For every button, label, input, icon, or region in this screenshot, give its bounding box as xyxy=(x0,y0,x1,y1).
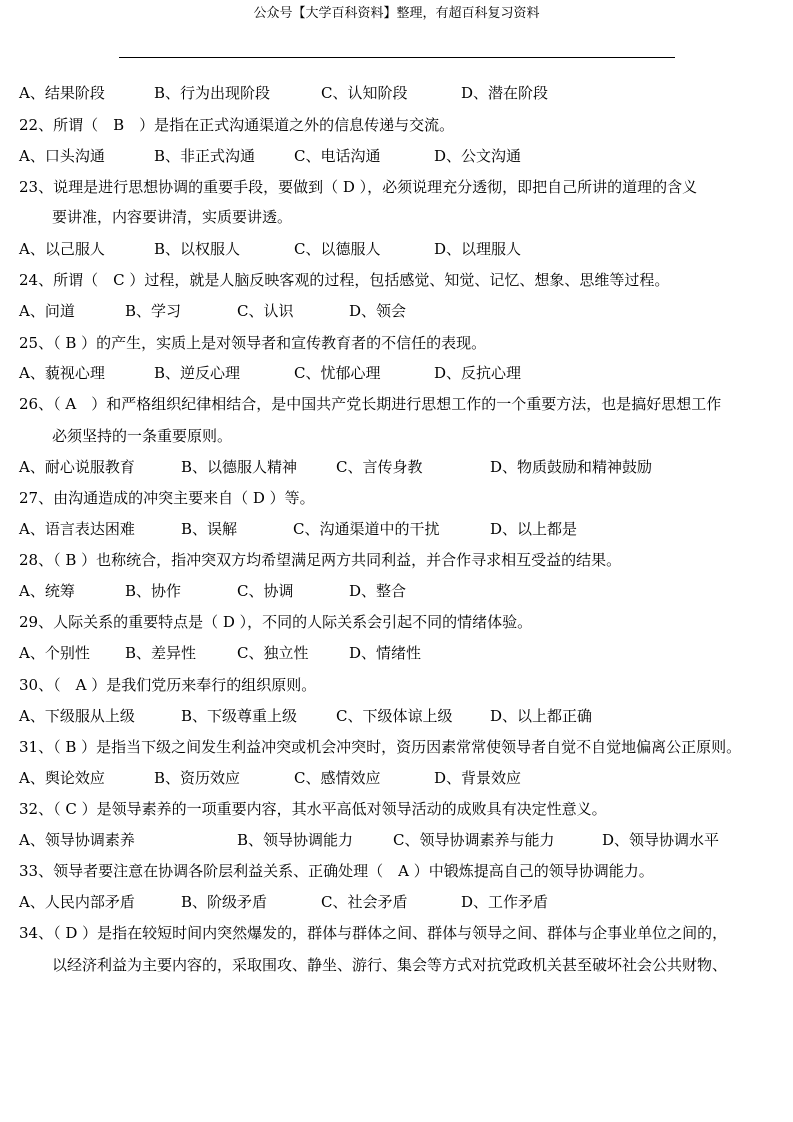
question-text: 23、说理是进行思想协调的重要手段，要做到（ D ），必须说理充分透彻，即把自己所讲的道理的含义 xyxy=(19,178,698,196)
question-text: 24、所谓（ C ）过程，就是人脑反映客观的过程，包括感觉、知觉、记忆、想象、思维等过程。 xyxy=(19,271,670,289)
question-text: 29、人际关系的重要特点是（ D ），不同的人际关系会引起不同的情绪体验。 xyxy=(19,613,533,631)
question-text: 22、所谓（ B ）是指在正式沟通渠道之外的信息传递与交流。 xyxy=(19,116,455,134)
answer-option: C、沟通渠道中的干扰 xyxy=(293,520,440,538)
answer-option: B、学习 xyxy=(125,302,182,320)
answer-option: B、以权服人 xyxy=(154,240,241,258)
answer-option: B、非正式沟通 xyxy=(154,147,256,165)
answer-option: A、统筹 xyxy=(19,582,75,600)
answer-option: C、独立性 xyxy=(237,644,309,662)
answer-option: B、以德服人精神 xyxy=(181,458,298,476)
answer-option: B、领导协调能力 xyxy=(237,831,354,849)
question-text: 32、（ C ）是领导素养的一项重要内容，其水平高低对领导活动的成败具有决定性意义。 xyxy=(19,800,607,818)
header-divider xyxy=(119,57,675,58)
answer-option: C、感情效应 xyxy=(294,769,381,787)
answer-option: A、个别性 xyxy=(19,644,90,662)
answer-option: C、下级体谅上级 xyxy=(336,707,453,725)
answer-option: A、语言表达困难 xyxy=(19,520,135,538)
question-continuation: 以经济利益为主要内容的，采取围攻、静坐、游行、集会等方式对抗党政机关甚至破坏社会公共财物、 xyxy=(52,956,728,974)
answer-option: A、藐视心理 xyxy=(19,364,105,382)
question-continuation: 要讲准，内容要讲清，实质要讲透。 xyxy=(52,208,293,226)
answer-option: D、公文沟通 xyxy=(434,147,522,165)
answer-option: A、耐心说服教育 xyxy=(19,458,135,476)
answer-option: C、忧郁心理 xyxy=(294,364,381,382)
answer-option: D、领导协调水平 xyxy=(602,831,720,849)
answer-option: C、协调 xyxy=(237,582,294,600)
question-text: 34、（ D ）是指在较短时间内突然爆发的，群体与群体之间、群体与领导之间、群体与企事业单位之间的， xyxy=(19,924,728,942)
answer-option: A、领导协调素养 xyxy=(19,831,135,849)
answer-option: C、以德服人 xyxy=(294,240,381,258)
answer-option: D、以上都是 xyxy=(490,520,578,538)
answer-option: C、社会矛盾 xyxy=(321,893,408,911)
answer-option: A、问道 xyxy=(19,302,75,320)
answer-option: B、逆反心理 xyxy=(154,364,241,382)
answer-option: B、误解 xyxy=(181,520,238,538)
answer-option: B、行为出现阶段 xyxy=(154,84,271,102)
answer-option: A、舆论效应 xyxy=(19,769,105,787)
answer-option: C、言传身教 xyxy=(336,458,423,476)
answer-option: C、认知阶段 xyxy=(321,84,408,102)
question-text: 25、（ B ）的产生，实质上是对领导者和宣传教育者的不信任的表现。 xyxy=(19,334,487,352)
answer-option: B、下级尊重上级 xyxy=(181,707,298,725)
answer-option: D、反抗心理 xyxy=(434,364,522,382)
answer-option: A、口头沟通 xyxy=(19,147,105,165)
answer-option: D、整合 xyxy=(349,582,407,600)
answer-option: D、以理服人 xyxy=(434,240,522,258)
answer-option: B、协作 xyxy=(125,582,182,600)
question-continuation: 必须坚持的一条重要原则。 xyxy=(52,427,233,445)
question-text: 28、（ B ）也称统合，指冲突双方均希望满足两方共同利益，并合作寻求相互受益的结果。 xyxy=(19,551,622,569)
answer-option: C、领导协调素养与能力 xyxy=(393,831,555,849)
answer-option: A、结果阶段 xyxy=(19,84,105,102)
question-text: 26、（ A ）和严格组织纪律相结合，是中国共产党长期进行思想工作的一个重要方法，也是搞好思想工作 xyxy=(19,395,722,413)
answer-option: B、差异性 xyxy=(125,644,197,662)
page-header: 公众号【大学百科资料】整理，有超百科复习资料 xyxy=(253,6,540,21)
answer-option: D、物质鼓励和精神鼓励 xyxy=(490,458,653,476)
answer-option: B、阶级矛盾 xyxy=(181,893,268,911)
answer-option: D、以上都正确 xyxy=(490,707,593,725)
answer-option: D、潜在阶段 xyxy=(461,84,549,102)
answer-option: D、背景效应 xyxy=(434,769,522,787)
answer-option: A、人民内部矛盾 xyxy=(19,893,135,911)
answer-option: A、以己服人 xyxy=(19,240,105,258)
answer-option: A、下级服从上级 xyxy=(19,707,135,725)
answer-option: C、认识 xyxy=(237,302,294,320)
answer-option: C、电话沟通 xyxy=(294,147,381,165)
question-text: 27、由沟通造成的冲突主要来自（ D ）等。 xyxy=(19,489,315,507)
answer-option: D、领会 xyxy=(349,302,407,320)
question-text: 30、（ A ）是我们党历来奉行的组织原则。 xyxy=(19,676,317,694)
answer-option: D、情绪性 xyxy=(349,644,422,662)
answer-option: D、工作矛盾 xyxy=(461,893,549,911)
question-text: 31、（ B ）是指当下级之间发生利益冲突或机会冲突时，资历因素常常使领导者自觉不自觉地偏离公正原则。 xyxy=(19,738,742,756)
answer-option: B、资历效应 xyxy=(154,769,241,787)
question-text: 33、领导者要注意在协调各阶层利益关系、正确处理（ A ）中锻炼提高自己的领导协调能力。 xyxy=(19,862,654,880)
